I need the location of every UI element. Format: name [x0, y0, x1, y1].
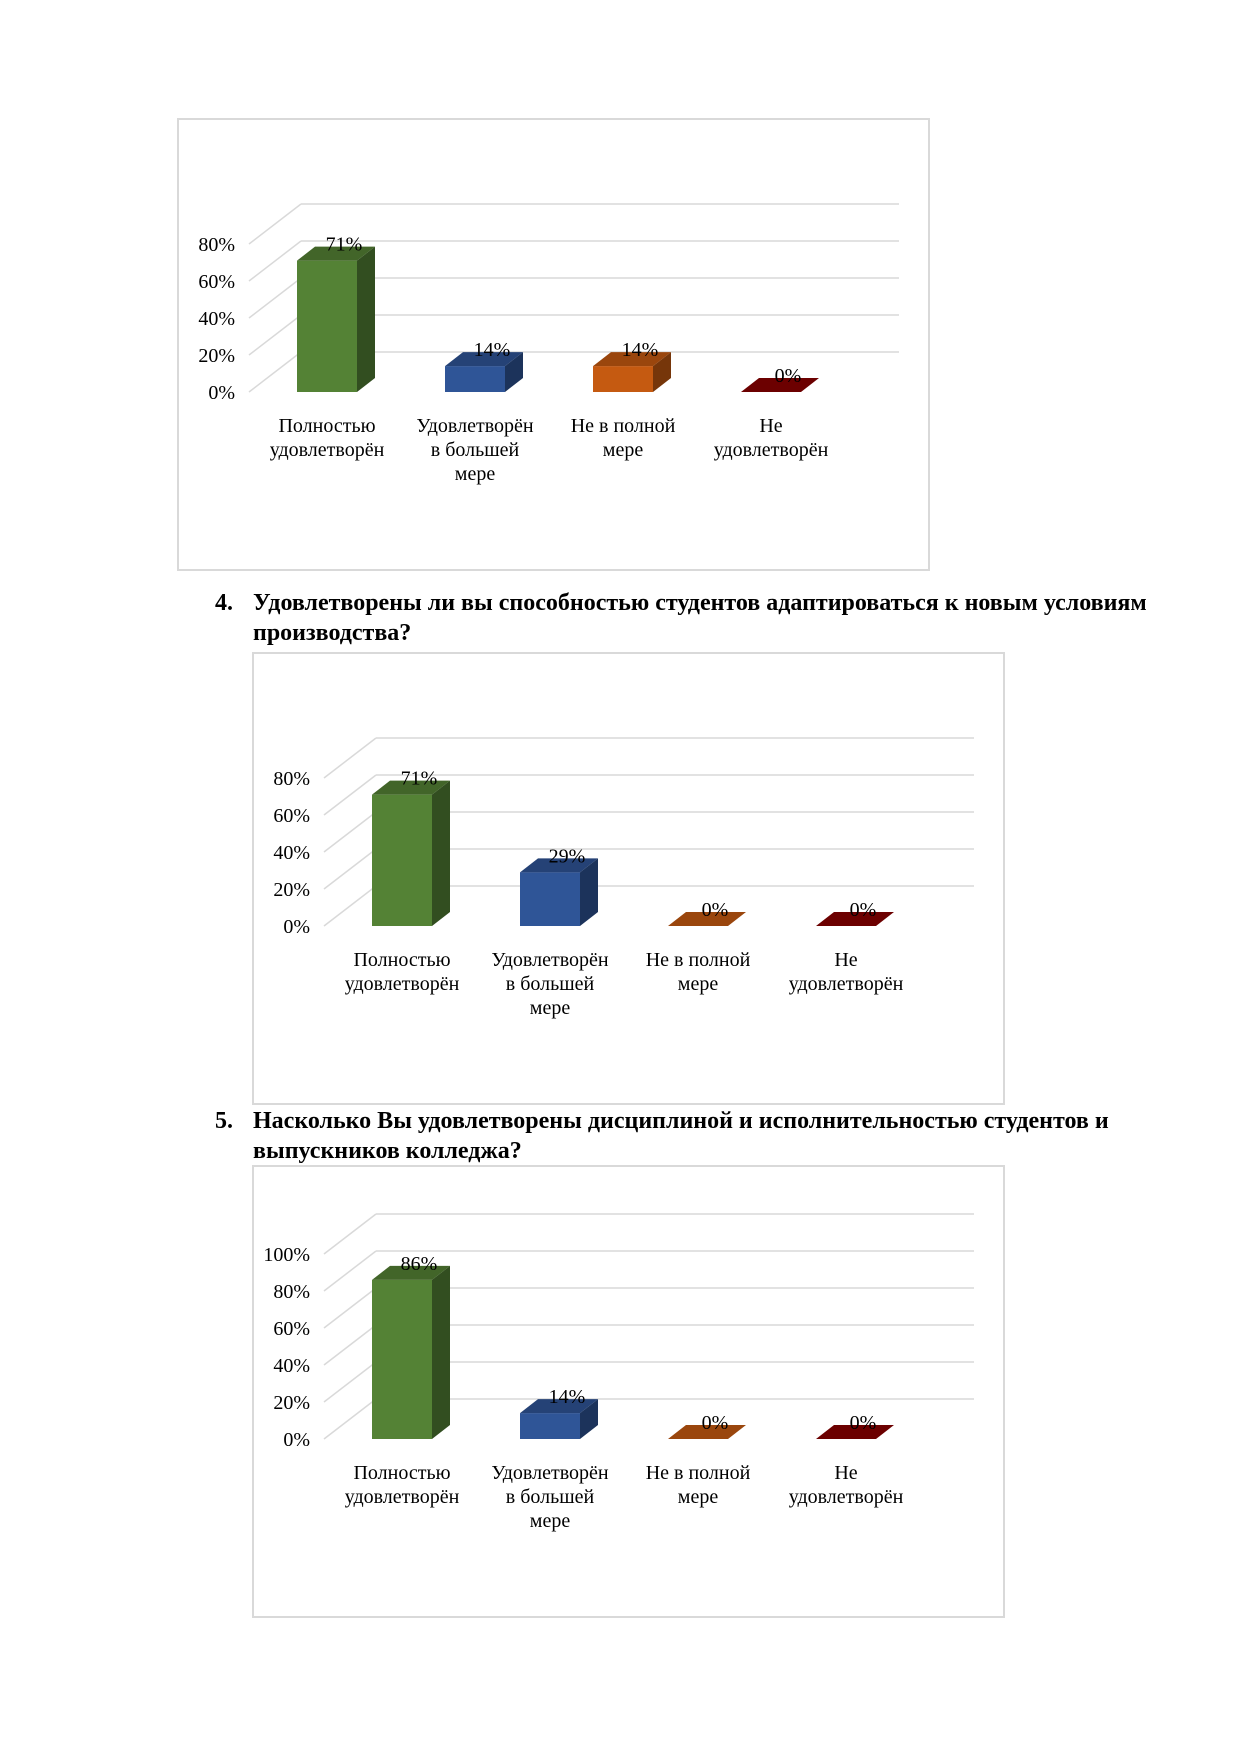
category-label-line: удовлетворён	[269, 439, 385, 461]
category-label-line: Удовлетворён	[491, 949, 609, 971]
category-label-line: в большей	[430, 439, 520, 461]
category-label-line: Не	[834, 1462, 858, 1484]
chart-2-data-label: 0%	[701, 899, 729, 921]
chart-1-category-label	[714, 415, 829, 461]
category-label-line: удовлетворён	[788, 973, 904, 995]
bar-front-face	[520, 872, 580, 926]
chart-1-y-ticks	[198, 234, 235, 404]
chart-2-bars	[372, 768, 894, 926]
chart-2-gridline-depth	[324, 775, 376, 815]
chart-3-gridline-depth	[324, 1325, 376, 1365]
chart-2-adaptation-bars	[254, 654, 1007, 1107]
bar-side-face	[357, 247, 375, 392]
chart-3-y-tick-label: 40%	[273, 1355, 310, 1377]
chart-3-bar-2	[520, 1386, 598, 1439]
category-label-line: Полностью	[353, 949, 451, 971]
chart-1-bar-2	[445, 339, 523, 392]
chart-2-y-tick-label: 20%	[273, 879, 310, 901]
chart-3-gridline-depth	[324, 1214, 376, 1254]
bar-front-face	[593, 366, 653, 392]
category-label-line: Удовлетворён	[416, 415, 534, 437]
chart-3-category-label	[646, 1462, 751, 1508]
chart-3-category-label	[345, 1462, 460, 1508]
chart-1-data-label: 0%	[774, 365, 802, 387]
chart-1-category-label	[270, 415, 385, 461]
question-5-text: Насколько Вы удовлетворены дисциплиной и исполнительностью студентов и выпускников колледжа?	[253, 1108, 1109, 1164]
chart-2-data-label: 29%	[548, 845, 586, 868]
bar-side-face	[432, 781, 450, 926]
category-label-line: удовлетворён	[344, 973, 460, 995]
chart-3-data-label: 14%	[548, 1386, 586, 1409]
chart-1-y-tick-label: 80%	[198, 234, 235, 256]
chart-3-gridline-depth	[324, 1399, 376, 1439]
chart-3-bar-1	[372, 1253, 450, 1439]
category-label-line: мере	[529, 997, 571, 1019]
chart-2-data-label: 0%	[849, 899, 877, 921]
bar-front-face	[297, 261, 357, 392]
chart-2-category-label	[491, 949, 608, 1019]
chart-2-bar-4	[816, 899, 894, 926]
category-label-line: Не	[759, 415, 783, 437]
chart-1-y-tick-label: 60%	[198, 271, 235, 293]
chart-1-category-label	[571, 415, 676, 461]
chart-1-gridline-depth	[249, 278, 301, 318]
category-label-line: в большей	[505, 973, 595, 995]
chart-3-gridline-depth	[324, 1362, 376, 1402]
chart-3-data-label: 0%	[701, 1412, 729, 1434]
chart-1-frame	[177, 118, 930, 571]
chart-3-y-ticks	[263, 1244, 310, 1451]
chart-1-gridline-depth	[249, 315, 301, 355]
chart-3-category-label	[789, 1462, 904, 1508]
chart-2-y-tick-label: 80%	[273, 768, 310, 790]
category-label-line: удовлетворён	[788, 1486, 904, 1508]
chart-1-y-tick-label: 40%	[198, 308, 235, 330]
chart-2-bar-1	[372, 768, 450, 926]
chart-3-gridline-depth	[324, 1251, 376, 1291]
chart-1-gridline-depth	[249, 241, 301, 281]
question-4-number: 4.	[215, 590, 233, 616]
chart-3-bar-3	[668, 1412, 746, 1439]
chart-3-y-tick-label: 60%	[273, 1318, 310, 1340]
chart-1-category-label	[416, 415, 533, 485]
category-label-line: Полностью	[278, 415, 376, 437]
chart-2-category-label	[345, 949, 460, 995]
chart-3-bar-4	[816, 1412, 894, 1439]
category-label-line: удовлетворён	[713, 439, 829, 461]
chart-1-bar-3	[593, 339, 671, 392]
chart-1-data-label: 14%	[473, 339, 511, 362]
chart-2-y-tick-label: 40%	[273, 842, 310, 864]
chart-2-y-ticks	[273, 768, 310, 938]
question-4-text: Удовлетворены ли вы способностью студентов адаптироваться к новым условиям производства?	[253, 590, 1147, 646]
category-label-line: Не в полной	[570, 415, 676, 437]
chart-3-y-tick-label: 80%	[273, 1281, 310, 1303]
category-label-line: мере	[602, 439, 644, 461]
chart-3-data-label: 0%	[849, 1412, 877, 1434]
category-label-line: мере	[677, 973, 719, 995]
chart-2-gridline-depth	[324, 886, 376, 926]
category-label-line: мере	[454, 463, 496, 485]
chart-3-gridline-depth	[324, 1288, 376, 1328]
category-label-line: в большей	[505, 1486, 595, 1508]
chart-1-y-tick-label: 0%	[208, 382, 235, 404]
chart-1-bars	[297, 234, 819, 392]
chart-3-bars	[372, 1253, 894, 1439]
chart-2-category-label	[789, 949, 904, 995]
chart-1-gridline-depth	[249, 204, 301, 244]
category-label-line: Полностью	[353, 1462, 451, 1484]
bar-front-face	[372, 795, 432, 926]
bar-side-face	[432, 1266, 450, 1439]
bar-front-face	[372, 1280, 432, 1439]
chart-3-discipline-bars	[254, 1167, 1007, 1620]
chart-2-data-label: 71%	[400, 767, 438, 790]
chart-3-data-label: 86%	[400, 1252, 438, 1275]
chart-3-y-tick-label: 100%	[263, 1244, 310, 1266]
chart-2-y-tick-label: 0%	[283, 916, 310, 938]
chart-2-gridline-depth	[324, 849, 376, 889]
category-label-line: мере	[529, 1510, 571, 1532]
bar-front-face	[445, 366, 505, 392]
category-label-line: Не в полной	[645, 1462, 751, 1484]
chart-2-gridline-depth	[324, 812, 376, 852]
chart-2-gridline-depth	[324, 738, 376, 778]
chart-1-data-label: 14%	[621, 339, 659, 362]
category-label-line: Удовлетворён	[491, 1462, 609, 1484]
chart-3-y-tick-label: 0%	[283, 1429, 310, 1451]
category-label-line: мере	[677, 1486, 719, 1508]
chart-2-y-tick-label: 60%	[273, 805, 310, 827]
chart-2-frame	[252, 652, 1005, 1105]
question-5-number: 5.	[215, 1108, 233, 1134]
chart-1-y-tick-label: 20%	[198, 345, 235, 367]
chart-1-satisfaction-bars	[179, 120, 932, 573]
chart-1-bar-4	[741, 365, 819, 392]
chart-2-bar-3	[668, 899, 746, 926]
category-label-line: Не	[834, 949, 858, 971]
chart-1-data-label: 71%	[325, 233, 363, 256]
bar-front-face	[520, 1413, 580, 1439]
category-label-line: Не в полной	[645, 949, 751, 971]
category-label-line: удовлетворён	[344, 1486, 460, 1508]
chart-3-frame	[252, 1165, 1005, 1618]
chart-3-y-tick-label: 20%	[273, 1392, 310, 1414]
chart-1-bar-1	[297, 234, 375, 392]
chart-1-gridline-depth	[249, 352, 301, 392]
chart-3-category-label	[491, 1462, 608, 1532]
chart-2-category-label	[646, 949, 751, 995]
chart-2-bar-2	[520, 845, 598, 926]
